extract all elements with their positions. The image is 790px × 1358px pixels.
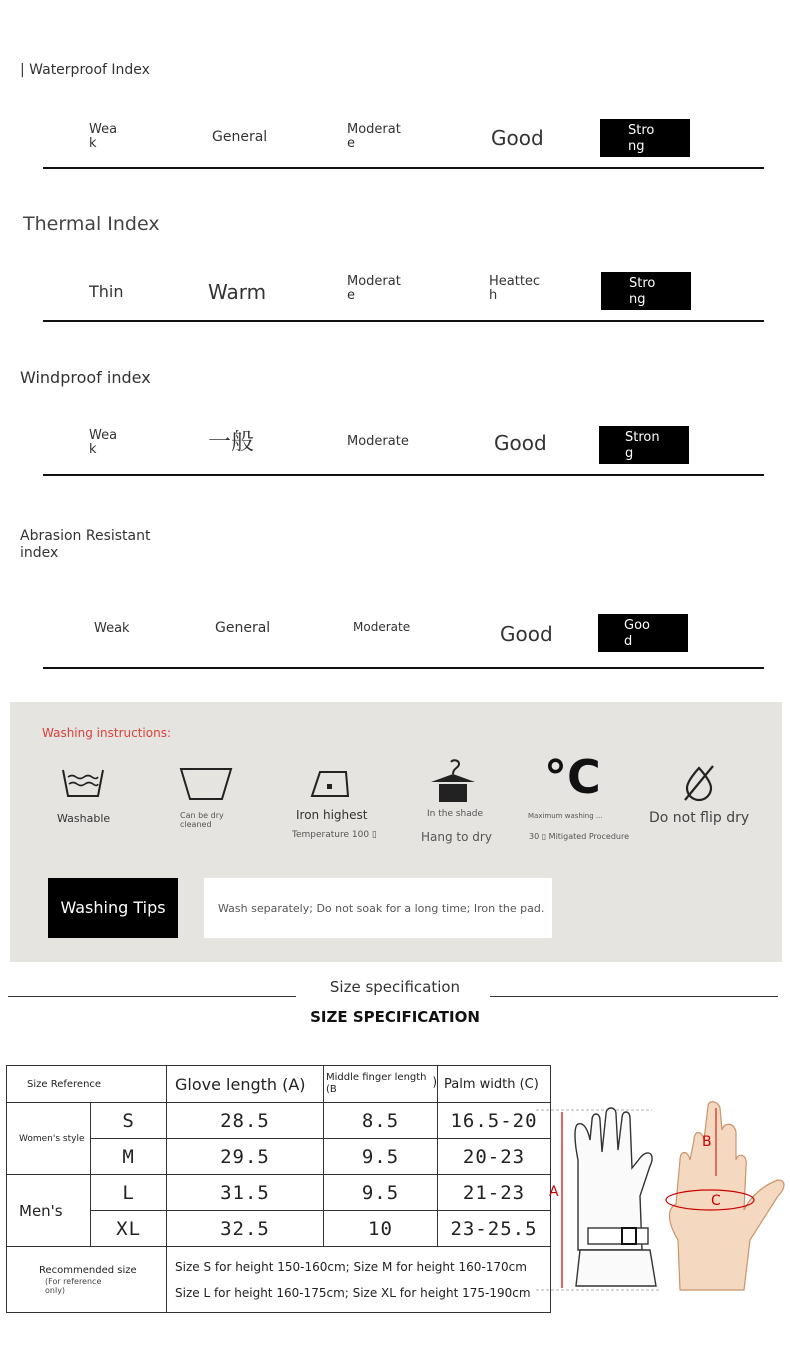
level-thin: Thin	[89, 282, 124, 301]
level-weak: Weak	[89, 428, 118, 458]
celsius-icon: °C	[544, 750, 601, 804]
recommended-row	[7, 1247, 551, 1313]
dry-clean-label: Can be dry cleaned	[180, 811, 224, 829]
washable-icon	[60, 766, 106, 800]
washing-tips-label: Washing Tips	[48, 878, 178, 938]
level-strong-highlight: Strong	[599, 426, 689, 464]
no-tumble-dry-label: Do not flip dry	[649, 810, 750, 826]
hand-illustration	[666, 1102, 784, 1290]
level-weak: Weak	[94, 621, 130, 636]
level-moderate: Moderate	[347, 434, 409, 449]
level-good: Good	[500, 622, 553, 646]
label-c: C	[711, 1193, 721, 1209]
header-middle-finger: Middle finger length (B )	[324, 1066, 438, 1103]
palm-cell: 16.5-20	[438, 1103, 551, 1139]
level-warm: Warm	[208, 280, 267, 304]
header-palm-width: Palm width (C)	[438, 1066, 551, 1103]
iron-label: Iron highest	[296, 808, 368, 822]
level-good: Good	[491, 126, 544, 150]
palm-cell: 23-25.5	[438, 1211, 551, 1247]
iron-icon	[308, 764, 352, 800]
divider-left	[8, 996, 296, 997]
hanger-icon	[428, 758, 478, 804]
recommended-text-cell: Size S for height 150-160cm; Size M for height 160-170cm Size L for height 160-175cm; Size XL for height 175-190cm	[167, 1247, 551, 1313]
washable-label: Washable	[57, 812, 111, 825]
waterproof-title: | Waterproof Index	[20, 62, 150, 78]
level-moderate: Moderate	[347, 122, 401, 152]
level-good: Good	[494, 431, 547, 455]
palm-cell: 20-23	[438, 1139, 551, 1175]
recommended-label-cell: Recommended size (For reference only)	[7, 1247, 167, 1313]
size-heading: Size specification	[329, 978, 461, 996]
hanger-label: In the shade	[427, 809, 484, 819]
size-heading-en: SIZE SPECIFICATION	[310, 1008, 480, 1026]
size-cell: S	[91, 1103, 167, 1139]
level-general: General	[215, 620, 271, 636]
scale-line	[43, 667, 764, 669]
header-size-reference: Size Reference	[7, 1066, 167, 1103]
level-general: 一般	[208, 429, 254, 455]
palm-cell: 21-23	[438, 1175, 551, 1211]
no-tumble-dry-icon	[680, 762, 718, 802]
abrasion-title: Abrasion Resistant index	[20, 528, 151, 561]
glove-hand-diagram	[530, 1100, 788, 1296]
level-general: General	[212, 129, 268, 145]
iron-sub: Temperature 100 ▯	[292, 830, 377, 840]
scale-line	[43, 167, 764, 169]
level-good-highlight: Good	[598, 614, 688, 652]
celsius-sub: 30 ▯ Mitigated Procedure	[529, 832, 630, 841]
level-heattech: Heattech	[489, 274, 541, 304]
scale-line	[43, 320, 764, 322]
glove-cell: 32.5	[167, 1211, 324, 1247]
level-moderate: Moderate	[353, 620, 411, 634]
finger-cell: 10	[324, 1211, 438, 1247]
level-strong-highlight: Strong	[601, 272, 691, 310]
table-header-row	[7, 1066, 551, 1103]
table-row	[7, 1103, 551, 1139]
size-cell: XL	[91, 1211, 167, 1247]
windproof-title: Windproof index	[20, 368, 151, 387]
celsius-label: Maximum washing ...	[528, 812, 603, 820]
washing-tips-text: Wash separately; Do not soak for a long time; Iron the pad.	[204, 878, 552, 938]
finger-cell: 8.5	[324, 1103, 438, 1139]
label-b: B	[702, 1134, 712, 1150]
header-glove-length: Glove length (A)	[167, 1066, 324, 1103]
glove-cell: 29.5	[167, 1139, 324, 1175]
thermal-title: Thermal Index	[23, 213, 160, 235]
finger-cell: 9.5	[324, 1175, 438, 1211]
group-women: Women's style	[7, 1103, 91, 1175]
dry-clean-icon	[178, 766, 234, 802]
label-a: A	[549, 1184, 559, 1200]
table-row	[7, 1175, 551, 1211]
scale-line	[43, 474, 764, 476]
size-cell: L	[91, 1175, 167, 1211]
level-moderate: Moderate	[347, 274, 401, 304]
finger-cell: 9.5	[324, 1139, 438, 1175]
glove-cell: 31.5	[167, 1175, 324, 1211]
level-weak: Weak	[89, 122, 118, 152]
washing-instructions-panel	[10, 702, 782, 962]
group-men: Men's	[7, 1175, 91, 1247]
divider-right	[490, 996, 778, 997]
size-cell: M	[91, 1139, 167, 1175]
washing-heading: Washing instructions:	[42, 726, 171, 740]
hanger-sub: Hang to dry	[421, 830, 492, 844]
size-table	[6, 1065, 551, 1313]
level-strong-highlight: Strong	[600, 119, 690, 157]
glove-cell: 28.5	[167, 1103, 324, 1139]
